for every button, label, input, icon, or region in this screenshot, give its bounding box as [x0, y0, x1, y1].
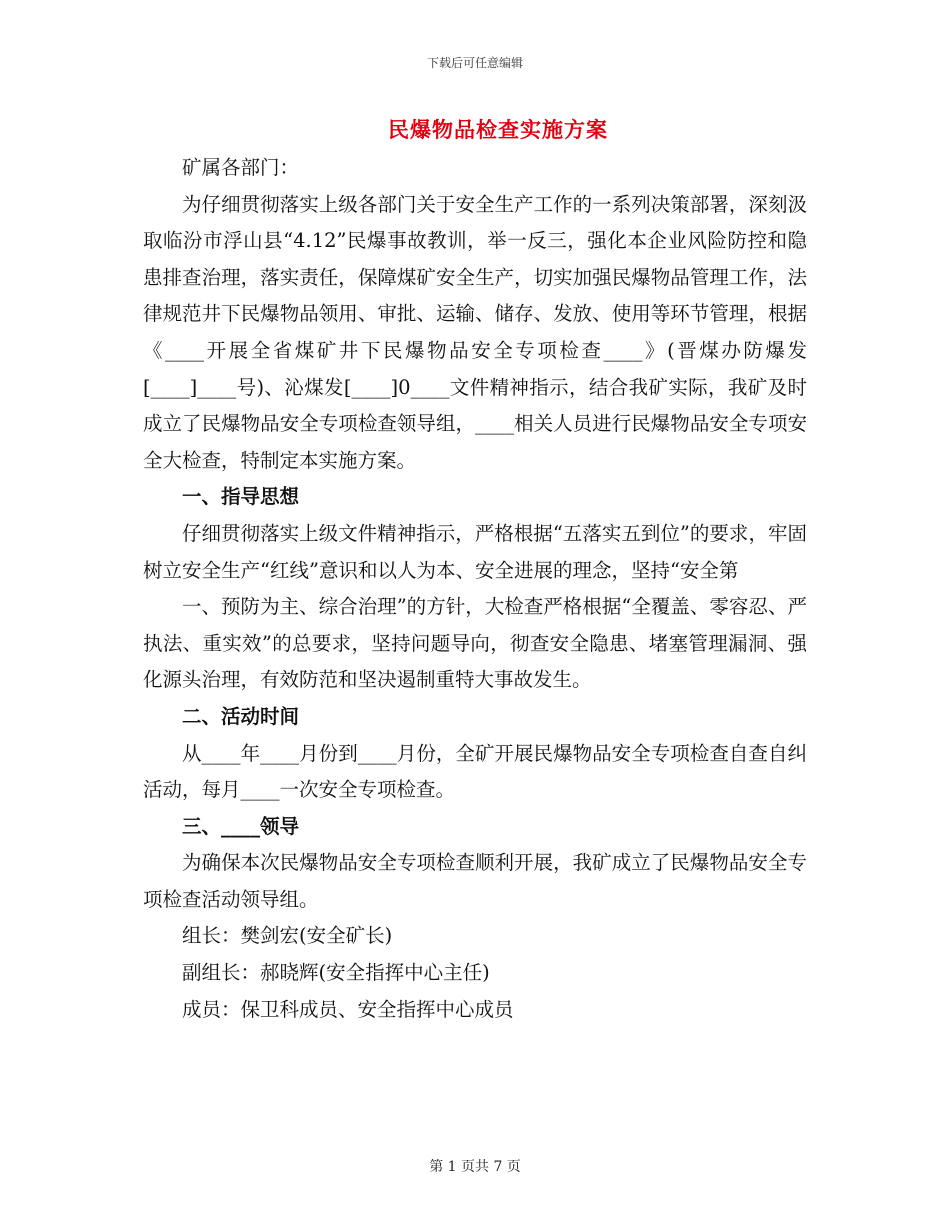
salutation: 矿属各部门： [182, 156, 300, 179]
section-heading-activity-time: 二、活动时间 [182, 704, 300, 728]
leader-line: 组长：樊剑宏(安全矿长) [182, 924, 393, 948]
section1-paragraph-2: 一、预防为主、综合治理”的方针，大检查严格根据“全覆盖、零容忍、严执法、重实效”的总要求，坚持问题导向，彻查安全隐患、堵塞管理漏洞、强化源头治理，有效防范和坚决遏制重特大事故发生。 [143, 595, 807, 692]
section-heading-leadership: 三、____领导 [182, 814, 300, 838]
section2-paragraph: 从____年____月份到____月份，全矿开展民爆物品安全专项检查自查自纠活动，每月____一次安全专项检查。 [143, 741, 807, 802]
section1-paragraph-1: 仔细贯彻落实上级文件精神指示，严格根据“五落实五到位”的要求，牢固树立安全生产“红线”意识和以人为本、安全进展的理念，坚持“安全第 [143, 521, 807, 582]
page-indicator: 第 1 页共 7 页 [429, 1159, 521, 1175]
intro-paragraph: 为仔细贯彻落实上级各部门关于安全生产工作的一系列决策部署，深刻汲取临汾市浮山县“4.12”民爆事故教训，举一反三，强化本企业风险防控和隐患排查治理，落实责任，保障煤矿安全生产，切实加强民爆物品管理工作，法律规范井下民爆物品领用、审批、运输、储存、发放、使用等环节管理，根据《____开展全省煤矿井下民爆物品安全专项检查____》(晋煤办防爆发[____]____号)、沁煤发[____]0____文件精神指示，结合我矿实际，我矿及时成立了民爆物品安全专项检查领导组，____相关人员进行民爆物品安全专项安全大检查，特制定本实施方案。 [143, 192, 807, 472]
document-title: 民爆物品检查实施方案 [388, 117, 608, 142]
document-body [143, 150, 807, 1028]
deputy-leader-line: 副组长：郝晓辉(安全指挥中心主任) [182, 961, 490, 985]
header-note: 下载后可任意编辑 [426, 56, 523, 70]
section3-paragraph: 为确保本次民爆物品安全专项检查顺利开展，我矿成立了民爆物品安全专项检查活动领导组。 [143, 851, 807, 911]
section-heading-guiding-ideology: 一、指导思想 [182, 485, 300, 509]
members-line: 成员：保卫科成员、安全指挥中心成员 [182, 997, 514, 1021]
